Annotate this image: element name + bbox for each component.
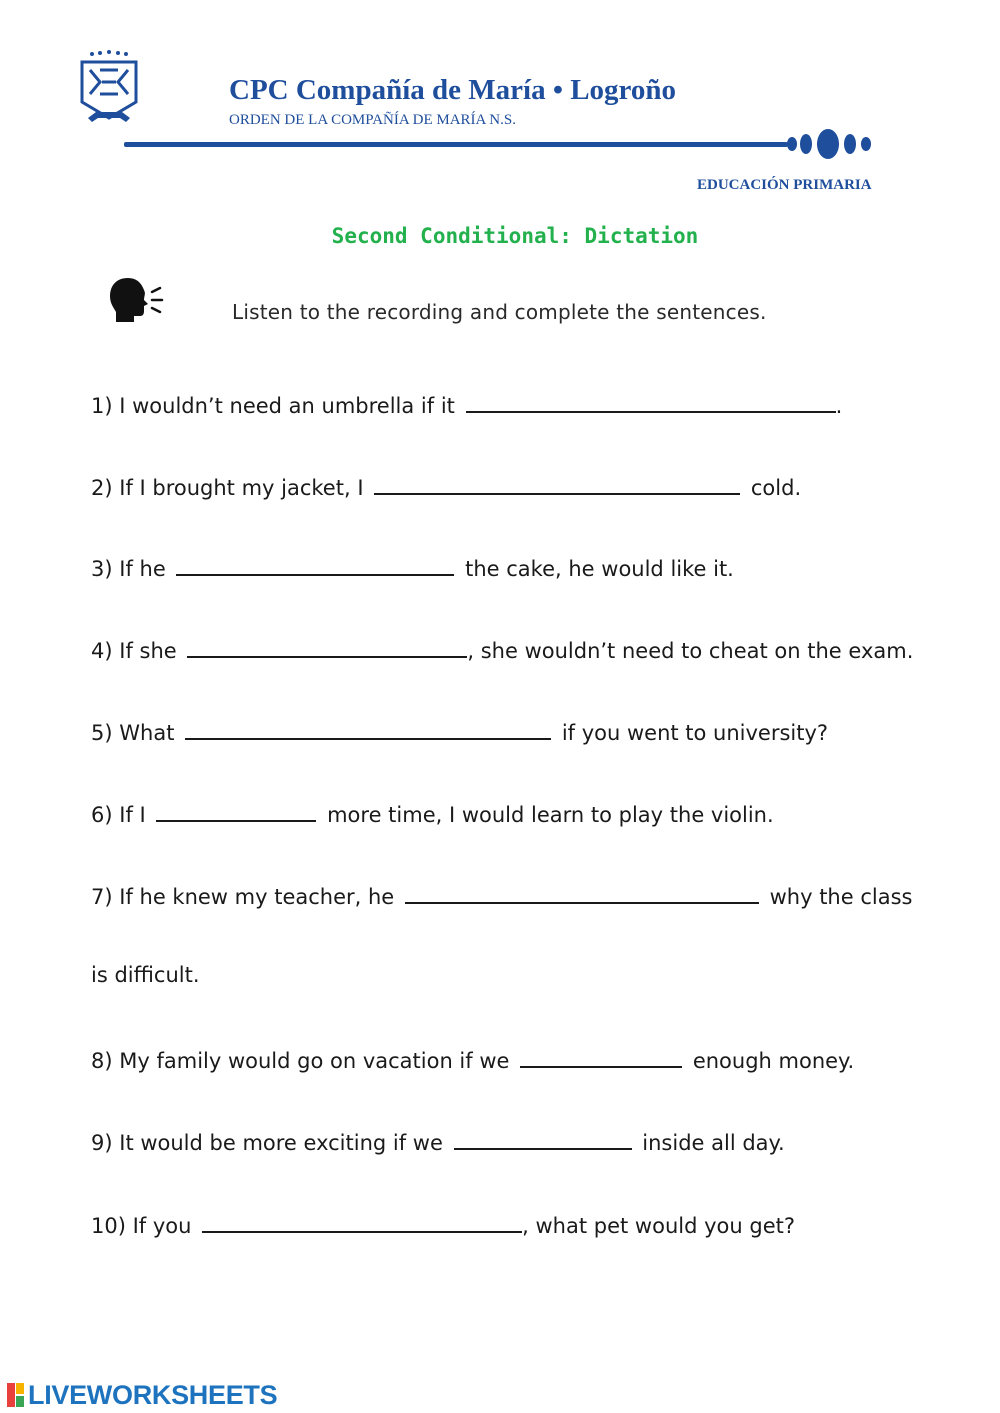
sentence-text-before: What	[119, 721, 175, 745]
liveworksheets-logo-icon	[6, 1381, 26, 1409]
answer-blank-10[interactable]	[202, 1209, 522, 1233]
sentence-number: 6)	[91, 803, 113, 827]
answer-blank-4[interactable]	[187, 634, 467, 658]
sentence-text-before: If he knew my teacher, he	[119, 885, 395, 909]
sentence-text-after: the cake, he would like it.	[465, 557, 734, 581]
sentence-number: 3)	[91, 557, 113, 581]
sentence-9	[91, 1126, 785, 1156]
sentence-3	[91, 552, 734, 582]
sentence-1	[91, 389, 842, 419]
section-label: EDUCACIÓN PRIMARIA	[697, 177, 872, 193]
answer-blank-7[interactable]	[405, 880, 759, 904]
answer-blank-1[interactable]	[466, 389, 836, 413]
worksheet-title: Second Conditional: Dictation	[331, 224, 699, 248]
sentence-text-before: If I	[119, 803, 146, 827]
sentence-text-before: It would be more exciting if we	[119, 1131, 443, 1155]
sentence-text-after: more time, I would learn to play the violin.	[327, 803, 774, 827]
sentence-7	[91, 880, 912, 910]
sentence-6	[91, 798, 774, 828]
sentence-number: 1)	[91, 394, 113, 418]
sentence-text-before: I wouldn’t need an umbrella if it	[119, 394, 455, 418]
answer-blank-3[interactable]	[176, 552, 454, 576]
sentence-number: 7)	[91, 885, 113, 909]
school-crest-icon	[74, 48, 144, 128]
sentence-4	[91, 634, 913, 664]
liveworksheets-brand: LIVEWORKSHEETS	[28, 1379, 278, 1410]
sentence-number: 5)	[91, 721, 113, 745]
school-name: CPC Compañía de María • Logroño	[229, 74, 677, 106]
sentence-2	[91, 471, 801, 501]
sentence-text-before: If he	[119, 557, 166, 581]
sentence-text-before: If she	[119, 639, 177, 663]
sentence-text-continuation: is difficult.	[91, 963, 200, 987]
answer-blank-8[interactable]	[520, 1044, 682, 1068]
answer-blank-5[interactable]	[185, 716, 551, 740]
answer-blank-6[interactable]	[156, 798, 316, 822]
sentence-text-after: , what pet would you get?	[522, 1214, 795, 1238]
liveworksheets-logo[interactable]	[6, 1378, 277, 1412]
school-subtitle: ORDEN DE LA COMPAÑÍA DE MARÍA N.S.	[229, 112, 516, 128]
instruction-text: Listen to the recording and complete the sentences.	[232, 300, 767, 324]
sentence-text-after: enough money.	[692, 1049, 855, 1073]
sentence-text-after: cold.	[750, 476, 802, 500]
speaking-head-icon	[106, 276, 164, 324]
sentence-text-before: My family would go on vacation if we	[119, 1049, 510, 1073]
sentence-7-continuation	[91, 962, 200, 988]
sentence-10	[91, 1209, 795, 1239]
sentence-text-before: If I brought my jacket, I	[119, 476, 364, 500]
header-divider	[124, 142, 788, 147]
sentence-8	[91, 1044, 854, 1074]
sentence-text-after: if you went to university?	[561, 721, 829, 745]
sentence-text-after: .	[835, 394, 843, 418]
sentence-text-before: If you	[132, 1214, 192, 1238]
sentence-text-after: inside all day.	[642, 1131, 785, 1155]
sentence-number: 8)	[91, 1049, 113, 1073]
sentence-text-after: why the class	[769, 885, 913, 909]
sentence-number: 10)	[91, 1214, 126, 1238]
answer-blank-2[interactable]	[374, 471, 740, 495]
header-dots-ornament	[786, 128, 878, 160]
sentence-number: 9)	[91, 1131, 113, 1155]
sentence-number: 4)	[91, 639, 113, 663]
sentence-text-after: , she wouldn’t need to cheat on the exam.	[467, 639, 914, 663]
answer-blank-9[interactable]	[454, 1126, 632, 1150]
sentence-number: 2)	[91, 476, 113, 500]
sentence-5	[91, 716, 828, 746]
